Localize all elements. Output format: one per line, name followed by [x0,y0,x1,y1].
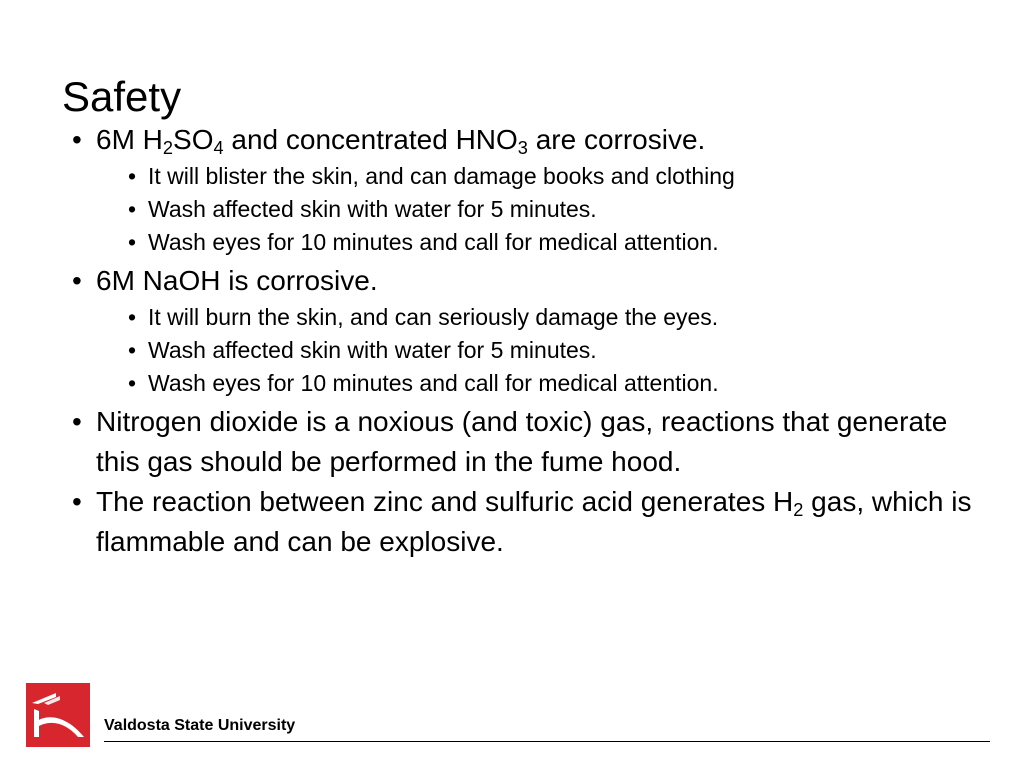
bullet-naoh: • 6M NaOH is corrosive. [72,265,378,296]
bullet-acids: • 6M $H_2SO_4$ and concentrated $HNO_3$ are corrosive. [72,120,972,160]
bullet-nitrogen-dioxide: • Nitrogen dioxide is a noxious (and toxic) gas, reactions that generate this gas should be performed in the fume hood. [72,406,948,477]
slide-title: Safety [62,73,182,120]
vsu-logo-icon [26,683,90,747]
bullet-zinc-reaction: • The reaction between zinc and sulfuric acid generates $H_2$ gas, which is flammable and can be explosive. [72,486,972,557]
sub-list-naoh [72,301,972,400]
institution-name: Valdosta State University [104,717,296,734]
sub-bullet: • Wash affected skin with water for 5 minutes. [128,196,597,222]
bullet-glyph: • [72,124,82,155]
sub-bullet: • Wash eyes for 10 minutes and call for medical attention. [128,370,719,396]
sub-bullet: • Wash affected skin with water for 5 minutes. [128,337,597,363]
footer-divider [104,741,990,742]
sub-bullet: • It will burn the skin, and can seriously damage the eyes. [128,304,719,330]
slide-content [72,120,972,562]
sub-bullet: • Wash eyes for 10 minutes and call for medical attention. [128,229,719,255]
sub-list-acids [72,160,972,259]
sub-bullet: • It will blister the skin, and can damage books and clothing [128,163,735,189]
